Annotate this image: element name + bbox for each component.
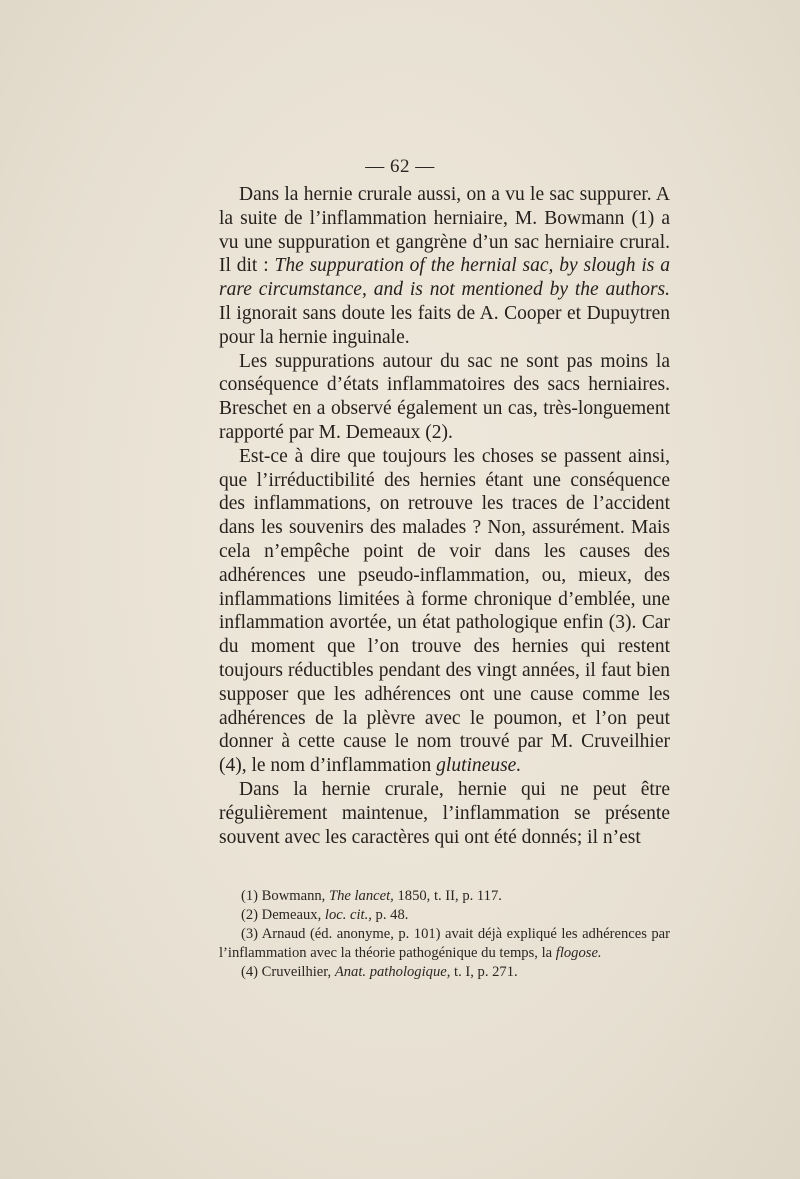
text-run: Dans la hernie crurale, hernie qui ne peut être régulièrement maintenue, l’inflammation se présente souvent avec les caractères qui ont été donnés; il n’est xyxy=(219,778,670,848)
footnote xyxy=(219,906,670,925)
footnotes xyxy=(219,887,670,982)
footnote xyxy=(219,887,670,906)
italic-title: Anat. pathologique, xyxy=(334,964,451,980)
english-quotation: The suppuration of the hernial sac, by slough is a rare circumstance, and is not mentioned by the authors. xyxy=(219,255,670,301)
text-run: t. I, p. 271. xyxy=(450,964,518,980)
paragraph xyxy=(219,778,670,849)
text-run: (3) Arnaud (éd. anonyme, p. 101) avait déjà expliqué les adhérences par l’inflammation avec la théorie pathogénique du temps, la xyxy=(219,926,670,961)
paragraph xyxy=(219,183,670,350)
text-run: (2) Demeaux, xyxy=(241,907,325,923)
italic-title: The lancet, xyxy=(328,888,394,904)
italic-title: loc. cit., xyxy=(324,907,372,923)
body-text xyxy=(219,183,670,849)
paragraph xyxy=(219,445,670,778)
text-run: 1850, t. II, p. 117. xyxy=(393,888,502,904)
text-run: (4) Cruveilhier, xyxy=(241,964,335,980)
text-run: Dans la hernie crurale aussi, on a vu le sac suppurer. A la suite de l’inflammation herniaire, M. Bowmann (1) a vu une suppuration et gangrène d’un sac herniaire crural. Il dit : xyxy=(219,184,670,277)
italic-term: flogose. xyxy=(555,945,602,961)
text-run: Est-ce à dire que toujours les choses se passent ainsi, que l’irréductibilité des hernies étant une conséquence des inflammations, on retrouve les traces de l’accident dans les souvenirs des malades ? Non, assurément. Mais cela n’empêche point de voir dans les causes des adhérences une pseudo-inflammation, ou, mieux, des inflammations limitées à forme chronique d’emblée, une inflammation avortée, un état pathologique enfin (3). Car du moment que l’on trouve des hernies qui restent toujours réductibles pendant des vingt années, il faut bien supposer que les adhérences ont une cause comme les adhérences de la plèvre avec le poumon, et l’on peut donner à cette cause le nom trouvé par M. Cruveilhier (4), le nom d’inflammation xyxy=(219,445,670,777)
footnote xyxy=(219,925,670,963)
text-run: Il ignorait sans doute les faits de A. Cooper et Dupuytren pour la hernie inguinale. xyxy=(219,302,670,348)
text-run: p. 48. xyxy=(371,907,409,923)
text-run: (1) Bowmann, xyxy=(241,888,329,904)
page-number: — 62 — xyxy=(365,156,435,177)
footnote xyxy=(219,963,670,982)
paragraph xyxy=(219,350,670,445)
text-run: Les suppurations autour du sac ne sont pas moins la conséquence d’états inflammatoires des sacs herniaires. Breschet en a observé également un cas, très-longuement rapporté par M. Demeaux (2). xyxy=(219,350,670,443)
italic-term: glutineuse. xyxy=(436,755,522,777)
